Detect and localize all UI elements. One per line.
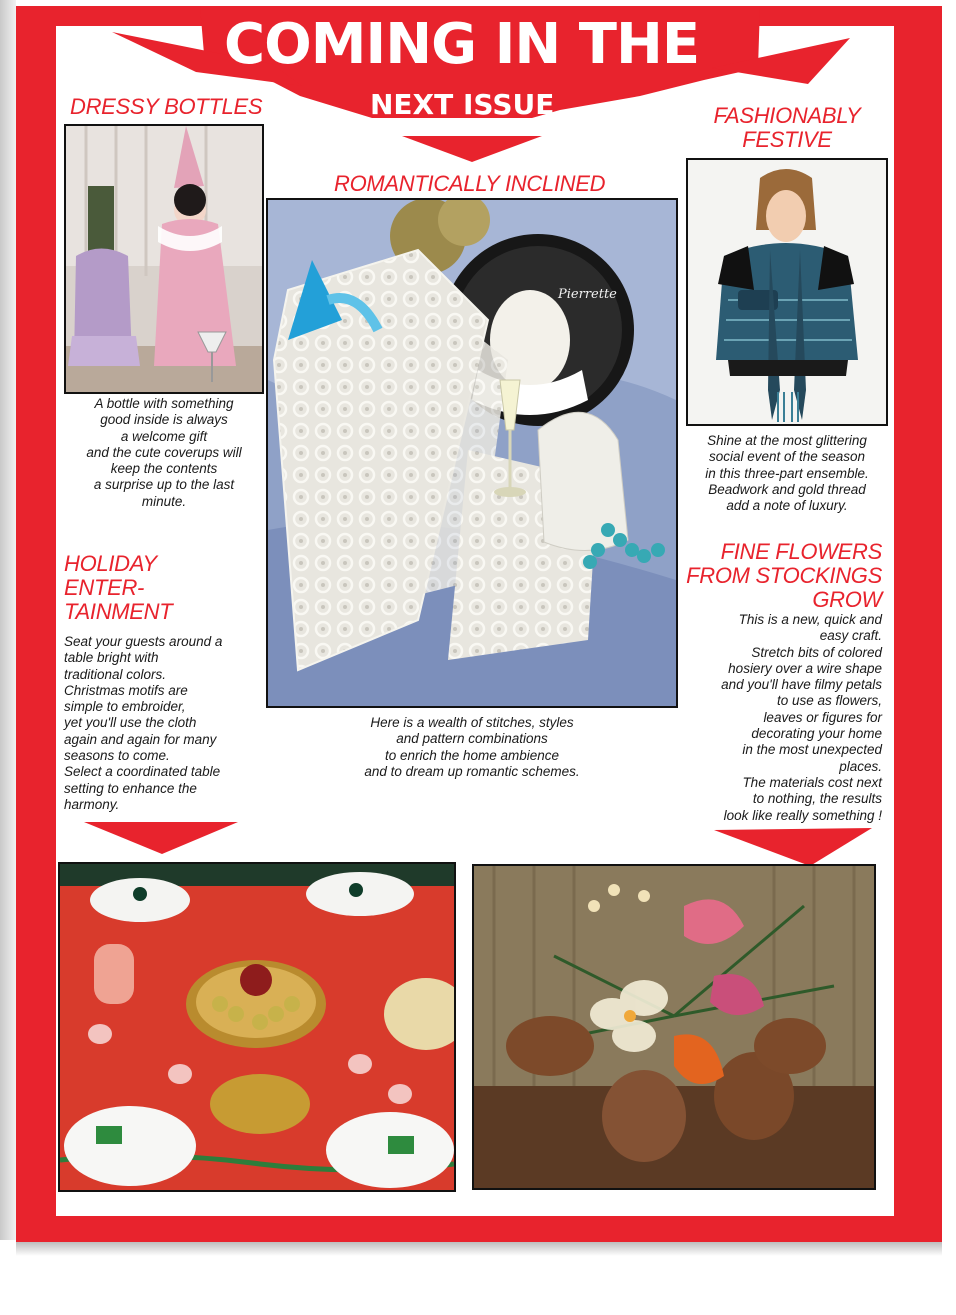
fashionably-festive-caption: Shine at the most glittering social event of the season in this three-part ensemble. Beadwork and gold thread add a note of luxury. <box>705 433 869 514</box>
holiday-entertainment-heading: HOLIDAY ENTER- TAINMENT <box>64 551 173 624</box>
dressy-bottles-photo <box>64 124 264 394</box>
fine-flowers-caption: This is a new, quick and easy craft. Stretch bits of colored hosiery over a wire shape and you'll have filmy petals to use as flowers, leaves or figures for decorating your home in the most unexpected places. The materials cost next to nothing, the results look like really something ! <box>721 612 882 823</box>
stocking-flowers-photo <box>472 864 876 1190</box>
holiday-entertainment-caption: Seat your guests around a table bright with traditional colors. Christmas motifs are simple to embroider, yet you'll use the cloth again and again for many seasons to come. Select a coordinated table setting to enhance the harmony. <box>64 634 223 812</box>
dressy-bottles-heading: DRESSY BOTTLES <box>70 94 263 119</box>
holiday-table-photo <box>58 862 456 1192</box>
fashionably-festive-heading: FASHIONABLY FESTIVE <box>713 103 861 152</box>
right-down-arrow-icon <box>714 828 874 868</box>
dressy-bottles-caption: A bottle with something good inside is always a welcome gift and the cute coverups will keep the contents a surprise up to the last minute. <box>86 396 242 509</box>
page-subtitle: NEXT ISSUE <box>370 88 555 121</box>
left-down-arrow-icon <box>84 822 240 856</box>
romantically-inclined-photo <box>266 198 678 708</box>
page-bottom-shadow <box>16 1242 942 1256</box>
fine-flowers-heading: FINE FLOWERS FROM STOCKINGS GROW <box>686 539 882 612</box>
romantically-inclined-caption: Here is a wealth of stitches, styles and pattern combinations to enrich the home ambience and to dream up romantic schemes. <box>364 715 580 779</box>
page-title: COMING IN THE <box>224 12 700 77</box>
page-spine-shadow <box>0 0 16 1240</box>
romantically-inclined-heading: ROMANTICALLY INCLINED <box>334 171 606 196</box>
fashionably-festive-photo <box>686 158 888 426</box>
plate-signature: Pierrette <box>558 287 617 302</box>
